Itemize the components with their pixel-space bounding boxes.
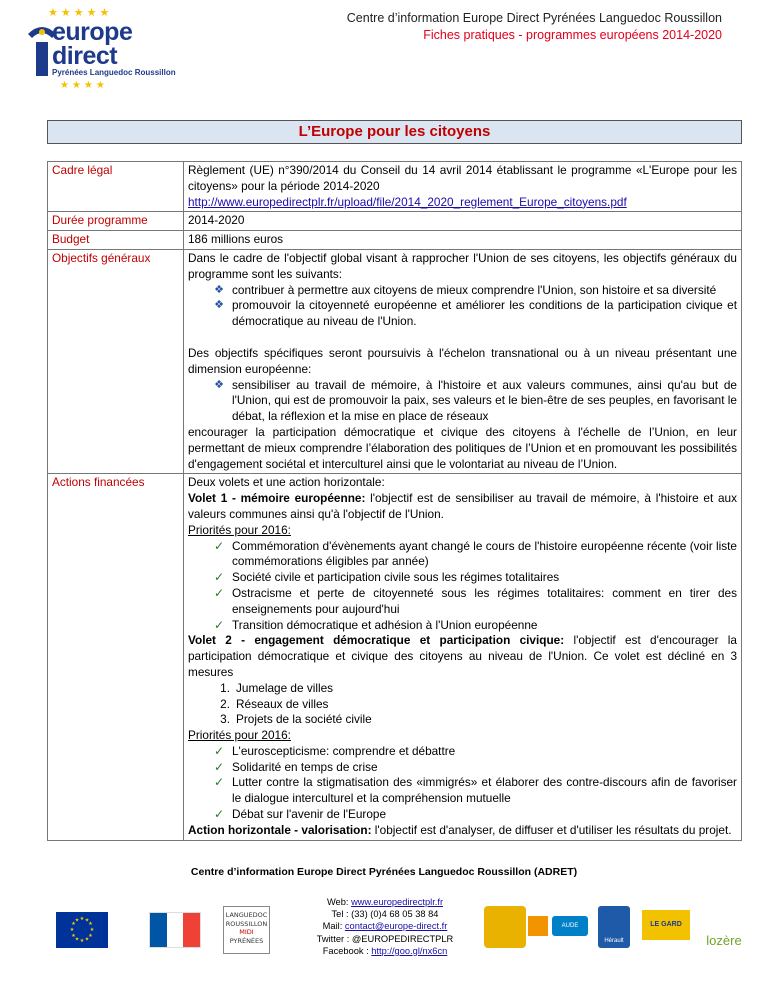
email-link[interactable]: contact@europe-direct.fr [344, 921, 448, 932]
diamond-bullet-icon: ❖ [214, 299, 224, 312]
diamond-bullet-icon: ❖ [214, 378, 224, 391]
stars-icon: ★★★★★ [48, 7, 113, 19]
row-label: Cadre légal [48, 162, 184, 211]
region-logo: LANGUEDOC ROUSSILLON MIDI PYRÉNÉES [223, 906, 270, 954]
svg-text:★: ★ [71, 933, 76, 939]
svg-text:★: ★ [79, 938, 85, 944]
footer-organisation: Centre d’information Europe Direct Pyrénées Languedoc Roussillon (ADRET) [190, 866, 578, 878]
row-label: Budget [48, 231, 184, 249]
list-item: ✓ Débat sur l'avenir de l'Europe [213, 807, 387, 822]
row-actions [48, 473, 741, 839]
list-item: ✓ Société civile et participation civile sous les régimes totalitaires [213, 570, 560, 585]
svg-text:★: ★ [88, 921, 93, 927]
list-item: 3. Projets de la société civile [220, 712, 372, 727]
check-icon: ✓ [213, 759, 225, 774]
contact-web: Web: www.europedirectplr.fr [326, 897, 444, 907]
svg-text:★: ★ [84, 936, 90, 943]
actions-intro: Deux volets et une action horizontale: [188, 475, 385, 490]
check-icon: ✓ [213, 617, 225, 632]
list-item: ❖ sensibiliser au travail de mémoire, à l'histoire et aux valeurs communes, ainsi qu'au but de l'Union, qui est de promouvoir la paix, ses valeurs et le bien-être de ses peuples, en favorisant le débat, la réflexion et la mise en place de réseaux [188, 378, 737, 425]
list-item: ❖ contribuer à permettre aux citoyens de mieux comprendre l'Union, son histoire et sa diversité [188, 283, 737, 299]
row-budget [48, 230, 741, 249]
row-label: Durée programme [48, 212, 184, 230]
check-icon: ✓ [213, 585, 225, 600]
contact-tel: Tel : (33) (0)4 68 05 38 84 [331, 909, 439, 920]
list-item: ❖ promouvoir la citoyenneté européenne et améliorer les conditions de la participation civique et démocratique au niveau de l'Union. [188, 298, 737, 330]
lozere-logo: lozère [706, 933, 742, 948]
svg-text:★: ★ [79, 916, 85, 922]
row-label: Objectifs généraux [48, 250, 184, 473]
header-organisation: Centre d’information Europe Direct Pyrénées Languedoc Roussillon [346, 11, 722, 25]
programme-table [47, 161, 742, 841]
reglement-link[interactable]: http://www.europedirectplr.fr/upload/file/2014_2020_reglement_Europe_citoyens.pdf [188, 194, 627, 209]
list-item: 1. Jumelage de villes [220, 680, 334, 695]
check-icon: ✓ [213, 538, 225, 553]
contact-block [305, 896, 465, 957]
row-objectifs [48, 249, 741, 473]
header-subtitle: Fiches pratiques - programmes européens 2014-2020 [423, 28, 722, 42]
france-flag-icon [149, 912, 201, 948]
volet2: Volet 2 - engagement démocratique et participation civique: l'objectif est d'encourager la participation démocratique et civique des citoyens au niveau de l'Union. Ce volet est décliné en 3 mesures [188, 633, 737, 679]
department-logo [528, 916, 548, 936]
row-duree [48, 211, 741, 230]
eu-flag-icon [56, 912, 108, 948]
cadre-text: Règlement (UE) n°390/2014 du Conseil du 14 avril 2014 établissant le programme «L'Europe pour les citoyens» pour la période 2014-2020 [188, 163, 737, 193]
pyrenees-orientales-logo [484, 906, 526, 948]
list-item: ✓ Ostracisme et perte de citoyenneté sous les régimes totalitaires: comment en tirer des enseignements pour aujourd'hui [213, 585, 737, 616]
svg-text:★: ★ [89, 927, 95, 933]
aude-logo: AUDE [552, 916, 588, 936]
europe-direct-logo [18, 6, 178, 94]
svg-text:★: ★ [88, 933, 93, 939]
list-item: ✓ Commémoration d'évènements ayant changé le cours de l'histoire européenne récente (voir liste commémorations éligibles par année) [213, 538, 737, 569]
list-item: ✓ Lutter contre la stigmatisation des «immigrés» et élaborer des contre-discours afin de favoriser le dialogue interculturel et la compréhension mutuelle [213, 775, 737, 806]
check-icon: ✓ [213, 807, 225, 822]
row-label: Actions financées [48, 474, 184, 839]
contact-mail: Mail: contact@europe-direct.fr [322, 921, 448, 932]
facebook-link[interactable]: http://goo.gl/nx6cn [371, 945, 448, 956]
row-content [184, 250, 741, 473]
svg-text:★: ★ [71, 921, 76, 927]
list-item: ✓ L'euroscepticisme: comprendre et débattre [213, 743, 456, 758]
logo-word-direct: direct [52, 42, 118, 70]
svg-text:★: ★ [69, 927, 75, 933]
title-box [47, 120, 742, 144]
priorities1-label: Priorités pour 2016: [188, 522, 291, 537]
row-content: 186 millions euros [188, 232, 284, 247]
contact-facebook: Facebook : http://goo.gl/nx6cn [322, 945, 448, 956]
volet1: Volet 1 - mémoire européenne: l'objectif est de sensibiliser au travail de mémoire, à l'histoire et aux valeurs communes ainsi qu'à l'objectif de l'Union. [188, 491, 737, 521]
row-cadre-legal [48, 162, 741, 211]
stars-icon: ★★★★ [60, 80, 108, 91]
svg-text:★: ★ [74, 936, 80, 943]
list-item: ✓ Solidarité en temps de crise [213, 759, 378, 774]
list-item: 2. Réseaux de villes [220, 696, 329, 711]
diamond-bullet-icon: ❖ [214, 283, 224, 296]
horizontal-action: Action horizontale - valorisation: l'objectif est d'analyser, de diffuser et d'utiliser les résultats du projet. [188, 822, 732, 837]
gard-logo: LE GARD [642, 910, 690, 940]
objectifs-intro: Dans le cadre de l'objectif global visant à rapprocher l'Union de ses citoyens, les objectifs généraux du programme sont les suivants: [188, 250, 737, 281]
check-icon: ✓ [213, 743, 225, 758]
svg-text:★: ★ [74, 917, 80, 924]
check-icon: ✓ [213, 570, 225, 585]
check-icon: ✓ [213, 775, 225, 790]
contact-twitter: Twitter : @EUROPEDIRECTPLR [316, 933, 454, 944]
specific-intro: Des objectifs spécifiques seront poursuivis à l'échelon transnational ou à un niveau présentant une dimension européenne: [188, 345, 737, 376]
list-item: ✓ Transition démocratique et adhésion à l'Union européenne [213, 617, 538, 632]
page-title: L’Europe pour les citoyens [298, 123, 491, 140]
row-content [184, 474, 741, 839]
logo-subtitle: Pyrénées Languedoc Roussillon [52, 68, 176, 77]
objectifs-closing: encourager la participation démocratique et civique des citoyens à l'échelle de l’Union, en leur permettant de mieux comprendre l’élaboration des politiques de l’Union et en promouvant les possibilités d'engagement sociétal et interculturel ainsi que le volontariat au niveau de l’Union. [188, 424, 737, 471]
priorities2-label: Priorités pour 2016: [188, 728, 291, 743]
logo-word-europe: europe [52, 18, 133, 46]
herault-logo: Hérault [598, 906, 630, 948]
website-link[interactable]: www.europedirectplr.fr [351, 897, 444, 907]
row-content [184, 162, 741, 211]
row-content: 2014-2020 [188, 213, 245, 228]
header-text [347, 10, 722, 44]
svg-text:★: ★ [84, 917, 90, 924]
